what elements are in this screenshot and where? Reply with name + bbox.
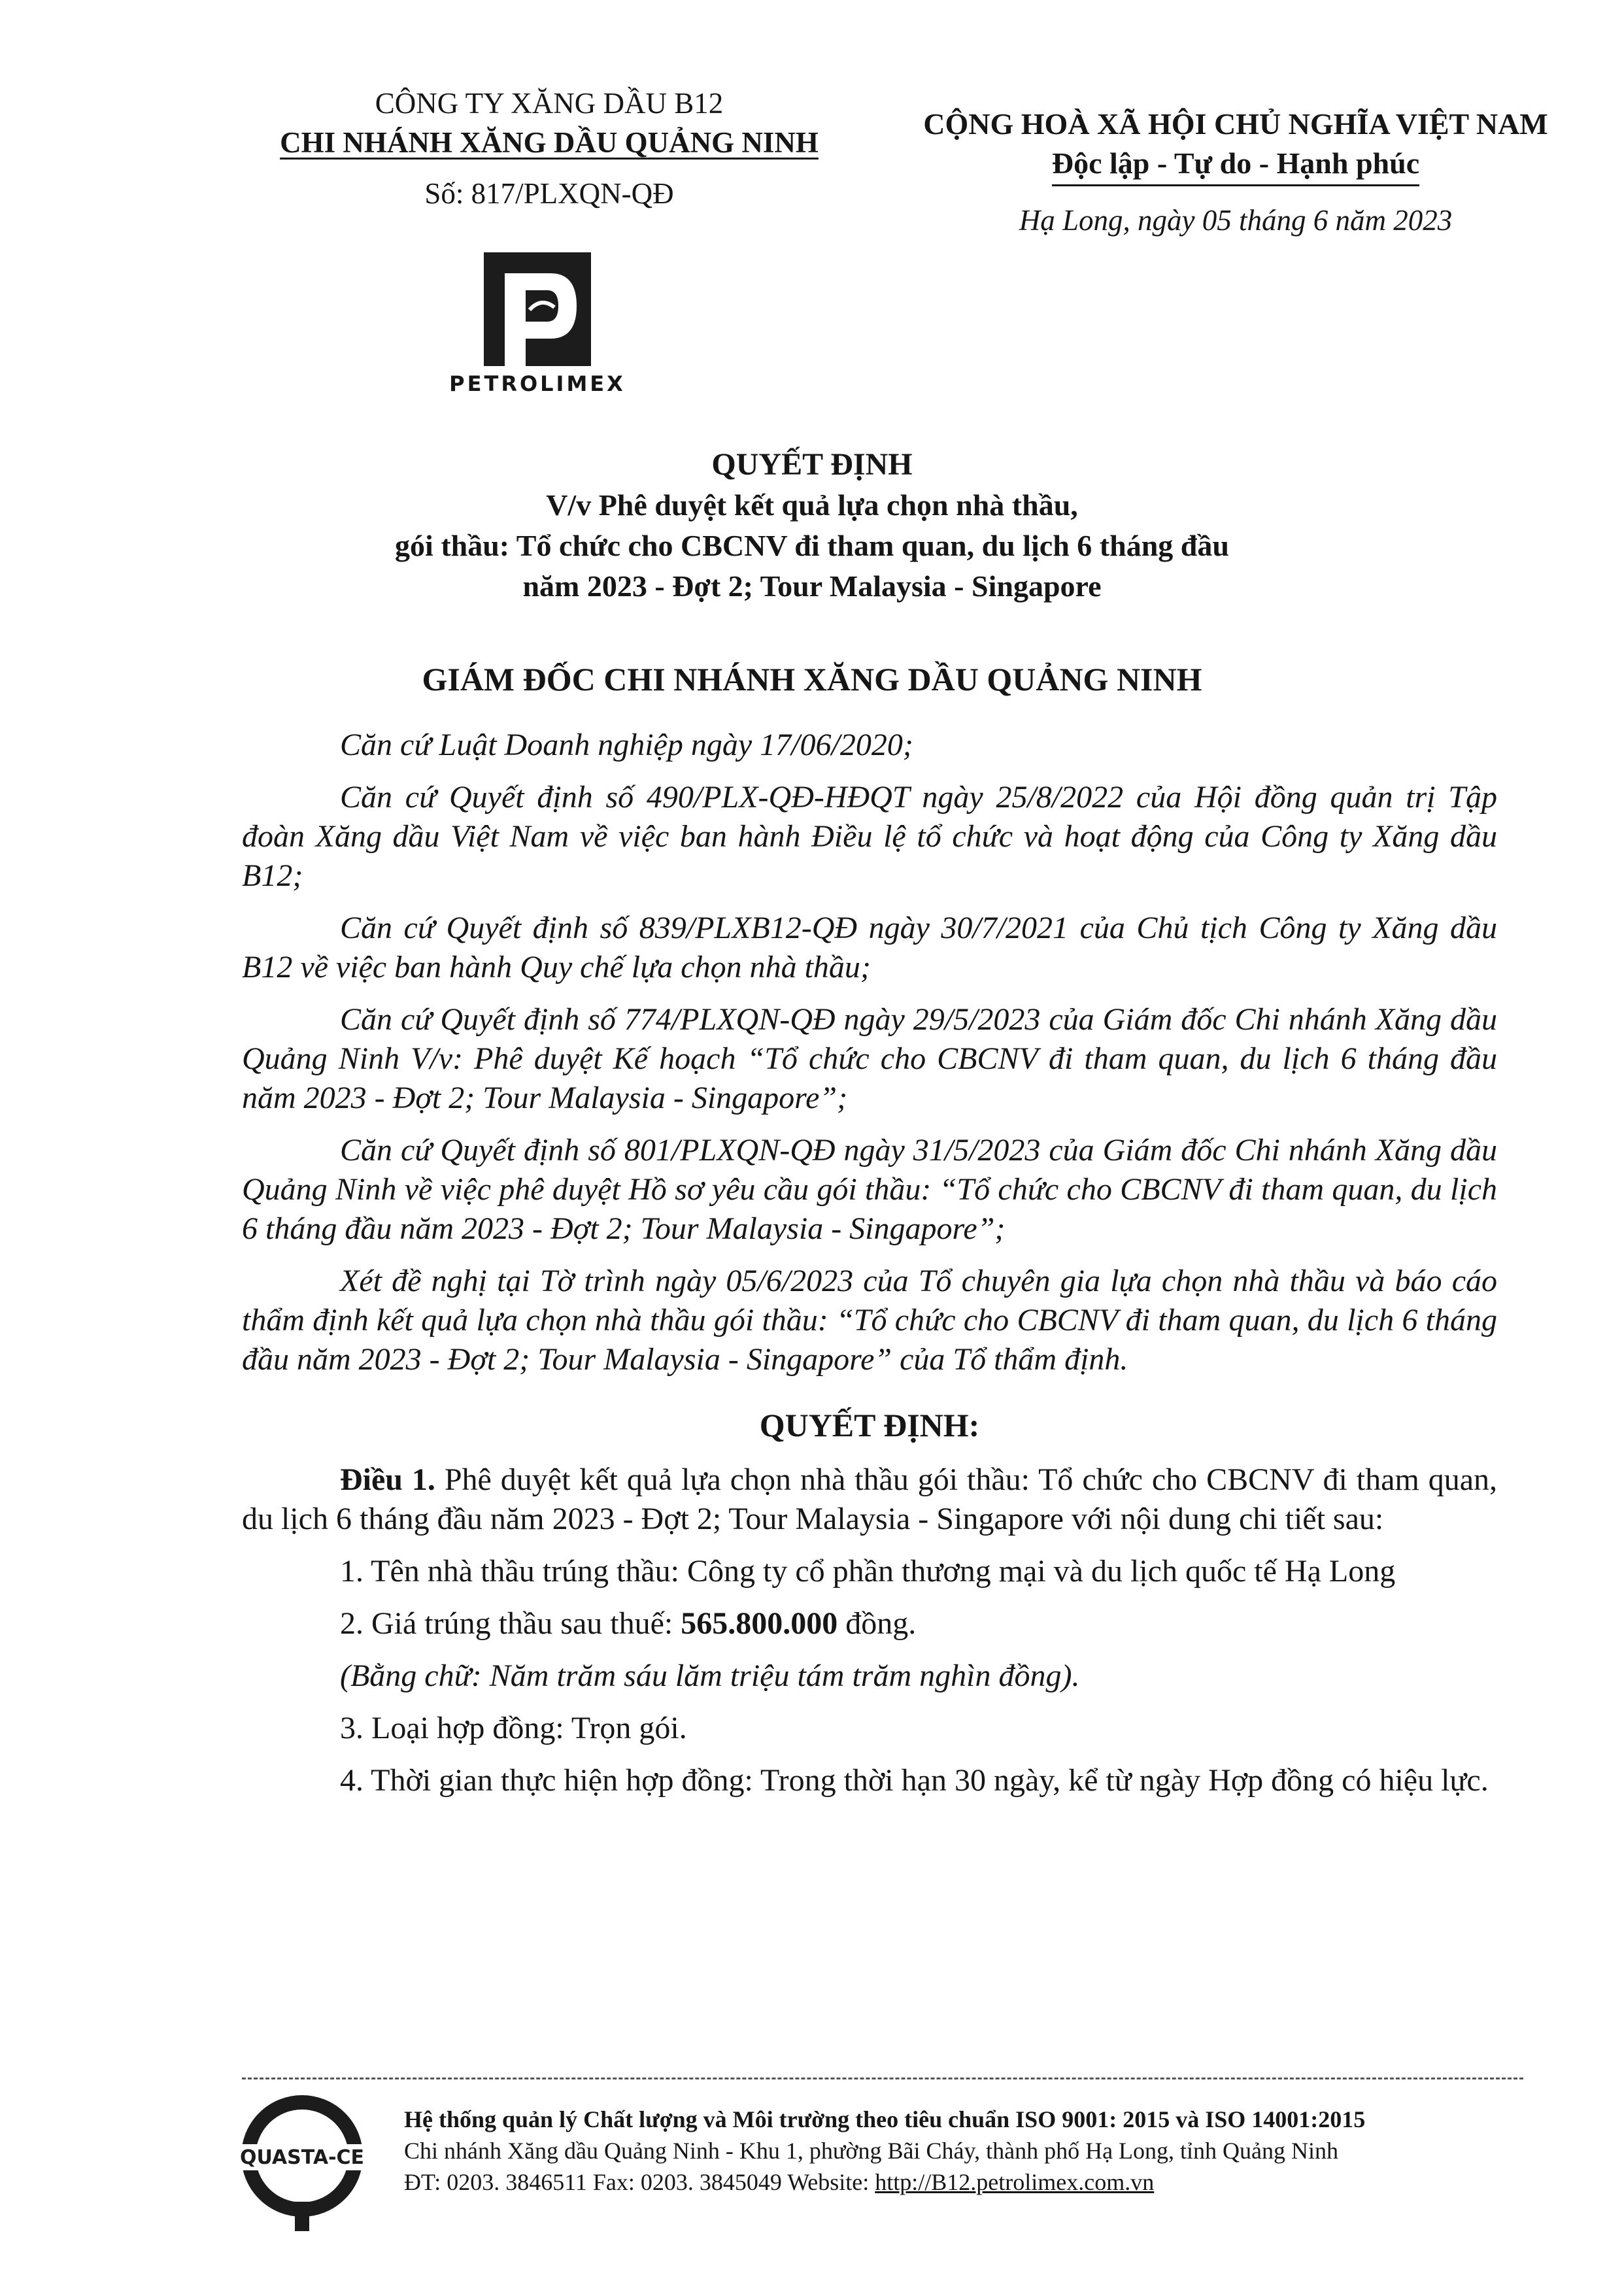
national-motto: Độc lập - Tự do - Hạnh phúc — [1052, 144, 1419, 186]
footer-info — [404, 2104, 1555, 2198]
legal-basis-4: Căn cứ Quyết định số 774/PLXQN-QĐ ngày 29/5/2023 của Giám đốc Chi nhánh Xăng dầu Quảng Ninh V/v: Phê duyệt Kế hoạch “Tổ chức cho CBCNV đi tham quan, du lịch 6 tháng đầu năm 2023 - Đợt 2; Tour Malaysia - Singapore”; — [242, 1002, 1497, 1115]
article-1-text: Phê duyệt kết quả lựa chọn nhà thầu gói thầu: Tổ chức cho CBCNV đi tham quan, du lịch 6 tháng đầu năm 2023 - Đợt 2; Tour Malaysia - Singapore với nội dung chi tiết sau: — [242, 1462, 1498, 1536]
footer-phone-fax: ĐT: 0203. 3846511 Fax: 0203. 3845049 Website: — [404, 2169, 875, 2195]
price-prefix: 2. Giá trúng thầu sau thuế: — [340, 1606, 681, 1641]
article-1-label: Điều 1. — [340, 1462, 435, 1497]
footer-contact — [404, 2166, 1555, 2198]
title-heading: QUYẾT ĐỊNH — [711, 447, 913, 482]
footer-divider — [242, 2078, 1523, 2079]
article-1-item-3: 3. Loại hợp đồng: Trọn gói. — [340, 1711, 687, 1745]
quasta-logo-text: QUASTA-CE — [239, 2146, 365, 2169]
decision-heading: QUYẾT ĐỊNH: — [759, 1407, 980, 1443]
document-number: Số: 817/PLXQN-QĐ — [424, 177, 674, 210]
price-in-words: (Bằng chữ: Năm trăm sáu lăm triệu tám trăm nghìn đồng). — [340, 1658, 1080, 1693]
document-body — [242, 726, 1497, 1813]
issuer-block — [196, 84, 902, 213]
legal-basis-2: Căn cứ Quyết định số 490/PLX-QĐ-HĐQT ngày 25/8/2022 của Hội đồng quản trị Tập đoàn Xăng dầu Việt Nam về việc ban hành Điều lệ tổ chức và hoạt động của Công ty Xăng dầu B12; — [242, 780, 1497, 893]
logo-text: PETROLIMEX — [449, 371, 626, 396]
document-title — [131, 445, 1493, 607]
title-line-3: năm 2023 - Đợt 2; Tour Malaysia - Singapore — [522, 569, 1102, 603]
article-1-item-1: 1. Tên nhà thầu trúng thầu: Công ty cổ phần thương mại và du lịch quốc tế Hạ Long — [340, 1554, 1396, 1589]
legal-basis-1: Căn cứ Luật Doanh nghiệp ngày 17/06/2020; — [340, 728, 913, 762]
issue-date: Hạ Long, ngày 05 tháng 6 năm 2023 — [1019, 204, 1453, 237]
legal-basis-6: Xét đề nghị tại Tờ trình ngày 05/6/2023 của Tổ chuyên gia lựa chọn nhà thầu và báo cáo thẩm định kết quả lựa chọn nhà thầu gói thầu: “Tổ chức cho CBCNV đi tham quan, du lịch 6 tháng đầu năm 2023 - Đợt 2; Tour Malaysia - Singapore” của Tổ thẩm định. — [242, 1264, 1497, 1377]
website-link[interactable]: http://B12.petrolimex.com.vn — [875, 2169, 1155, 2195]
price-value: 565.800.000 — [681, 1606, 838, 1641]
article-1-item-2 — [242, 1604, 1497, 1643]
legal-basis-3: Căn cứ Quyết định số 839/PLXB12-QĐ ngày 30/7/2021 của Chủ tịch Công ty Xăng dầu B12 về việc ban hành Quy chế lựa chọn nhà thầu; — [242, 911, 1497, 984]
footer-address: Chi nhánh Xăng dầu Quảng Ninh - Khu 1, phường Bãi Cháy, thành phố Hạ Long, tỉnh Quảng Ninh — [404, 2138, 1339, 2164]
branch-name: CHI NHÁNH XĂNG DẦU QUẢNG NINH — [280, 126, 819, 159]
national-header — [876, 105, 1595, 240]
title-line-2: gói thầu: Tổ chức cho CBCNV đi tham quan, du lịch 6 tháng đầu — [395, 529, 1229, 562]
article-1-item-4: 4. Thời gian thực hiện hợp đồng: Trong thời hạn 30 ngày, kể từ ngày Hợp đồng có hiệu lực. — [340, 1763, 1489, 1798]
nation-name: CỘNG HOÀ XÃ HỘI CHỦ NGHĨA VIỆT NAM — [923, 107, 1548, 141]
footer-iso: Hệ thống quản lý Chất lượng và Môi trường theo tiêu chuẩn ISO 9001: 2015 và ISO 14001:2015 — [404, 2106, 1366, 2132]
price-suffix: đồng. — [837, 1606, 917, 1641]
director-title: GIÁM ĐỐC CHI NHÁNH XĂNG DẦU QUẢNG NINH — [422, 661, 1202, 698]
quasta-logo — [237, 2091, 367, 2234]
petrolimex-logo — [479, 247, 596, 371]
company-name: CÔNG TY XĂNG DẦU B12 — [375, 87, 724, 120]
title-line-1: V/v Phê duyệt kết quả lựa chọn nhà thầu, — [546, 488, 1078, 522]
legal-basis-5: Căn cứ Quyết định số 801/PLXQN-QĐ ngày 31/5/2023 của Giám đốc Chi nhánh Xăng dầu Quảng Ninh về việc phê duyệt Hồ sơ yêu cầu gói thầu: “Tổ chức cho CBCNV đi tham quan, du lịch 6 tháng đầu năm 2023 - Đợt 2; Tour Malaysia - Singapore”; — [242, 1133, 1497, 1246]
article-1 — [242, 1460, 1497, 1539]
